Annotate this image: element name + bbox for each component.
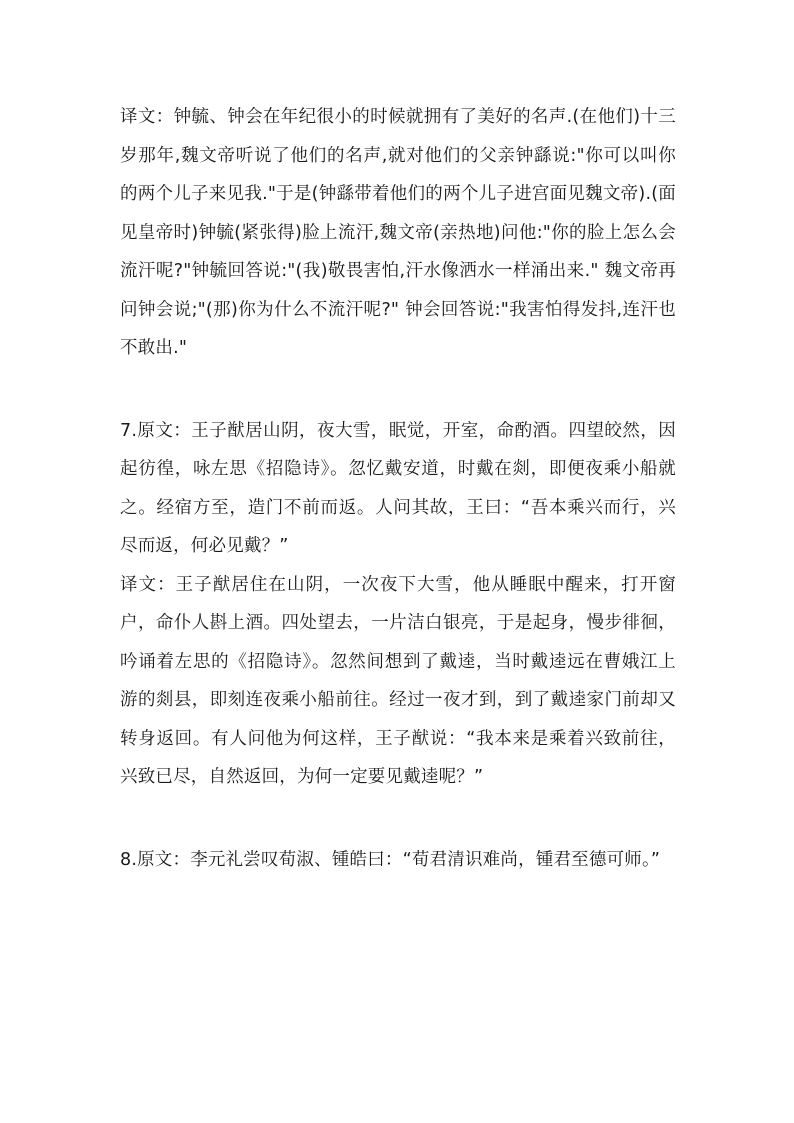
original-paragraph-8 <box>120 841 676 880</box>
translation-paragraph-7 <box>120 566 676 797</box>
original-paragraph-7 <box>120 412 676 566</box>
translation-paragraph-6 <box>120 98 676 368</box>
section-gap <box>120 797 676 841</box>
section-gap <box>120 368 676 412</box>
item-number: 8. <box>120 849 138 870</box>
paragraph-text: 原文：王子猷居山阴，夜大雪，眠觉，开室，命酌酒。四望皎然，因起彷徨，咏左思《招隐诗》。忽忆戴安道，时戴在剡，即便夜乘小船就之。经宿方至，造门不前而返。人问其故，王曰：“吾本乘兴而行，兴尽而返，何必见戴？” <box>120 420 676 556</box>
document-body <box>120 98 676 879</box>
paragraph-text: 译文：王子猷居住在山阴，一次夜下大雪，他从睡眠中醒来，打开窗户，命仆人斟上酒。四处望去，一片洁白银亮，于是起身，慢步徘徊，吟诵着左思的《招隐诗》。忽然间想到了戴逵，当时戴逵远在曹娥江上游的剡县，即刻连夜乘小船前往。经过一夜才到，到了戴逵家门前却又转身返回。有人问他为何这样，王子猷说：“我本来是乘着兴致前往，兴致已尽，自然返回，为何一定要见戴逵呢？” <box>120 574 676 787</box>
paragraph-text: 译文：钟毓、钟会在年纪很小的时候就拥有了美好的名声.(在他们)十三岁那年,魏文帝听说了他们的名声,就对他们的父亲钟繇说:"你可以叫你的两个儿子来见我."于是(钟繇带着他们的两个儿子进宫面见魏文帝).(面见皇帝时)钟毓(紧张得)脸上流汗,魏文帝(亲热地)问他:"你的脸上怎么会流汗呢?"钟毓回答说:"(我)敬畏害怕,汗水像洒水一样涌出来." 魏文帝再问钟会说;"(那)你为什么不流汗呢?" 钟会回答说:"我害怕得发抖,连汗也不敢出." <box>120 107 676 358</box>
item-number: 7. <box>120 420 138 441</box>
paragraph-text: 原文：李元礼尝叹荀淑、锺皓曰：“荀君清识难尚，锺君至德可师。” <box>137 849 661 870</box>
